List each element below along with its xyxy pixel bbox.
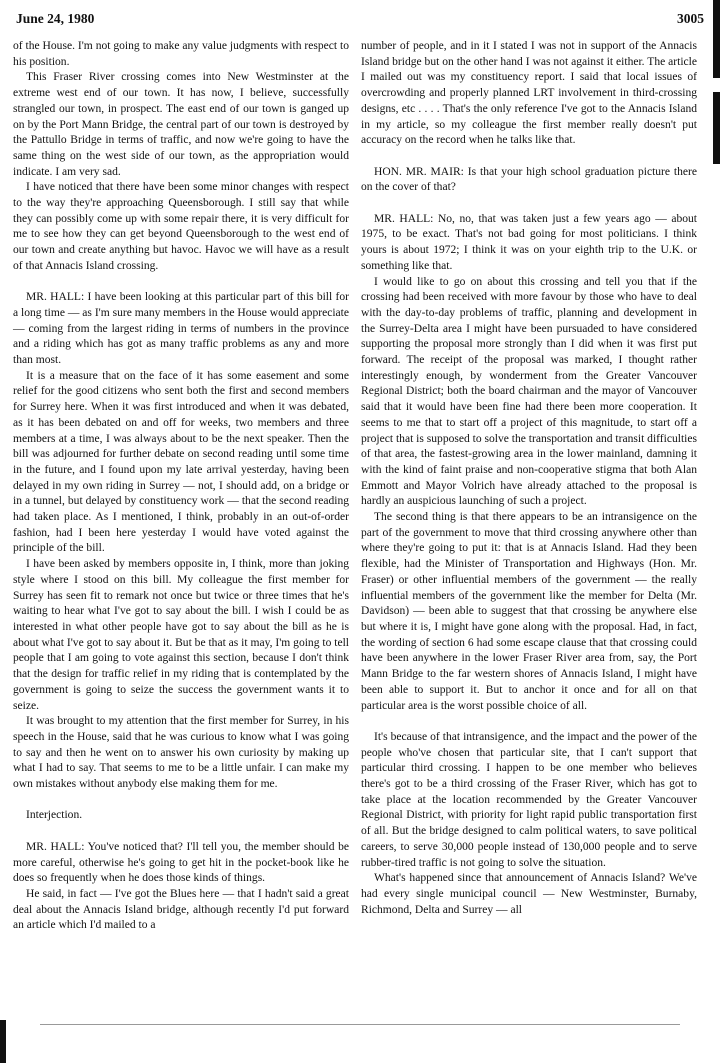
- paragraph: MR. HALL: No, no, that was taken just a few years ago — about 1975, to be exact. That's not bad going for most politicians. I think yours is about 1972; I think it was on your eighth trip to the U.K. or something like that.: [361, 212, 697, 272]
- paragraph: HON. MR. MAIR: Is that your high school graduation picture there on the cover of that?: [361, 165, 697, 194]
- paragraph: He said, in fact — I've got the Blues here — that I hadn't said a great deal about the Annacis Island bridge, although recently I'd put forward an article which I'd mailed to a: [13, 887, 349, 932]
- page-number: 3005: [677, 11, 704, 26]
- paragraph: It's because of that intransigence, and the impact and the power of the people who've chosen that particular site, that I can't support that particular third crossing. I happen to be one member who believes there's got to be a third crossing of the Fraser River, which has got to take place at the location recommended by the Greater Vancouver Regional District, with priority for light rapid public transportation first of all. But the bridge designed to calm political waters, to save political careers, to serve 30,000 people instead of 130,000 people and to serve rubber-tired traffic is not going to solve the situation.: [361, 730, 697, 869]
- paragraph: The second thing is that there appears to be an intransigence on the part of the government to move that third crossing anywhere other than where they're going to put it: that is at Annacis Island. Had they been flexible, had the Minister of Transportation and Highways (Hon. Mr. Fraser) or other influential members of the government — the really influential members of the government like the member for Delta (Mr. Davidson) — been able to suggest that that crossing be anywhere else but where it is, I might have gone along with the proposal. Had, in fact, the wording of section 6 had some escape clause that that crossing could have been anywhere in the lower Fraser River area from, say, the Port Mann Bridge to the far western shores of Annacis Island, I might have been able to support it. But to anchor it once and for all on that particular area is the worst possible choice of all.: [361, 511, 697, 712]
- left-column: [13, 39, 349, 934]
- paragraph: I would like to go on about this crossing and tell you that if the crossing had been received with more favour by those who have to deal with the day-to-day problems of traffic, planning and development in the Surrey-Delta area I might have been pursuaded to have considered supporting the proposal more strongly than I did when it was first put forward. The receipt of the proposal was marked, I thought rather interestingly enough, by wonderment from the Greater Vancouver Regional District; both the board chairman and the mayor of Vancouver said that it would have been fine had there been more cooperation. It seems to me that to start off a project of this magnitude, to start off a project that is supposed to solve the transportation and transit difficulties of that area, the fastest-growing area in the lower mainland, damning it with the kind of faint praise and non-cooperative stigma that both Alan Emmott and Mayor Volrich have already attached to the proposal is hardly an auspicious launching of such a project.: [361, 275, 697, 508]
- header-date: June 24, 1980: [16, 11, 95, 26]
- paragraph: It was brought to my attention that the first member for Surrey, in his speech in the House, said that he was curious to know what I was going to say and then he went on to answer his own curiosity by making up what I had to say. That seems to me to be a little unfair. I can make my own mistakes without anybody else making them for me.: [13, 715, 349, 791]
- paragraph: of the House. I'm not going to make any value judgments with respect to his position.: [13, 40, 349, 68]
- paragraph: number of people, and in it I stated I was not in support of the Annacis Island bridge but on the other hand I was not against it either. The article I mailed out was my constituency report. I said that local issues of overcrowding and properly planned LRT involvement in third-crossing designs, etc . . . . That's the only reference I've got to the Annacis Island in my article, so my colleague the first member really doesn't put accuracy on the record when he talks like that.: [361, 40, 697, 147]
- scan-bottom-line: [40, 1024, 680, 1025]
- paragraph: What's happened since that announcement of Annacis Island? We've had every single municipal council — New Westminster, Burnaby, Richmond, Delta and Surrey — all: [361, 872, 697, 916]
- scan-edge-mark-top: [713, 0, 720, 78]
- paragraph: This Fraser River crossing comes into New Westminster at the extreme west end of our town. It has now, I believe, successfully strangled our town, in prospect. The east end of our town is ganged up on by the Port Mann Bridge, the central part of our town is destroyed by the Pattullo Bridge in terms of traffic, and now we're going to have the same thing on the west side of our town, as the appropriation would indicate. I am very sad.: [13, 71, 349, 178]
- page-header: [14, 8, 706, 30]
- scan-edge-mark-middle: [713, 92, 720, 164]
- paragraph: I have been asked by members opposite in, I think, more than joking style where I stood on this bill. My colleague the first member for Surrey has seen fit to remark not once but twice or three times that he's waiting to hear what I've got to say about the bill. I wish I could be as interested in what other people have got to say about the bill as he is about what I've got to say about it. But be that as it may, I'm going to tell people that I am going to vote against this section, because I don't think that the design for traffic relief in my riding that is contemplated by the government is going to seize the success the government wants it to seize.: [13, 558, 349, 712]
- paragraph: I have noticed that there have been some minor changes with respect to the way they're approaching Queensborough. I still say that while they can possibly come up with some repair there, it is very difficult for me to see how they can get beyond Queensborough to the west end of our town and create anything but havoc. Havoc we will have as a result of that Annacis Island crossing.: [13, 181, 349, 272]
- right-column: [361, 39, 697, 918]
- scan-edge-mark-bottom: [0, 1020, 6, 1063]
- paragraph: MR. HALL: You've noticed that? I'll tell you, the member should be more careful, otherwise he's going to get hit in the pocket-book like he does so frequently when he does those kinds of things.: [13, 840, 349, 885]
- paragraph: Interjection.: [26, 809, 83, 822]
- paragraph: It is a measure that on the face of it has some easement and some relief for the good citizens who sent both the first and second members for Surrey here. When it was first introduced and when it was debated, as it has been debated on and off for weeks, two members and three members at a time, I was always about to be the next speaker. Then the bill was adjourned for further debate on second reading until some time in the future, and I found upon my late arrival yesterday, having been delayed in my own riding in Surrey — not, I should add, on a bridge or in a tunnel, but delayed by constituency work — that the second reading had taken place. As I mentioned, I think, probably in an out-of-order fashion, had I been here yesterday I would have voted against the principle of the bill.: [13, 369, 349, 555]
- paragraph: MR. HALL: I have been looking at this particular part of this bill for a long time — as I'm sure many members in the House would appreciate — coming from the largest riding in terms of numbers in the province and a riding which has got as many traffic problems as any and more than most.: [13, 291, 349, 367]
